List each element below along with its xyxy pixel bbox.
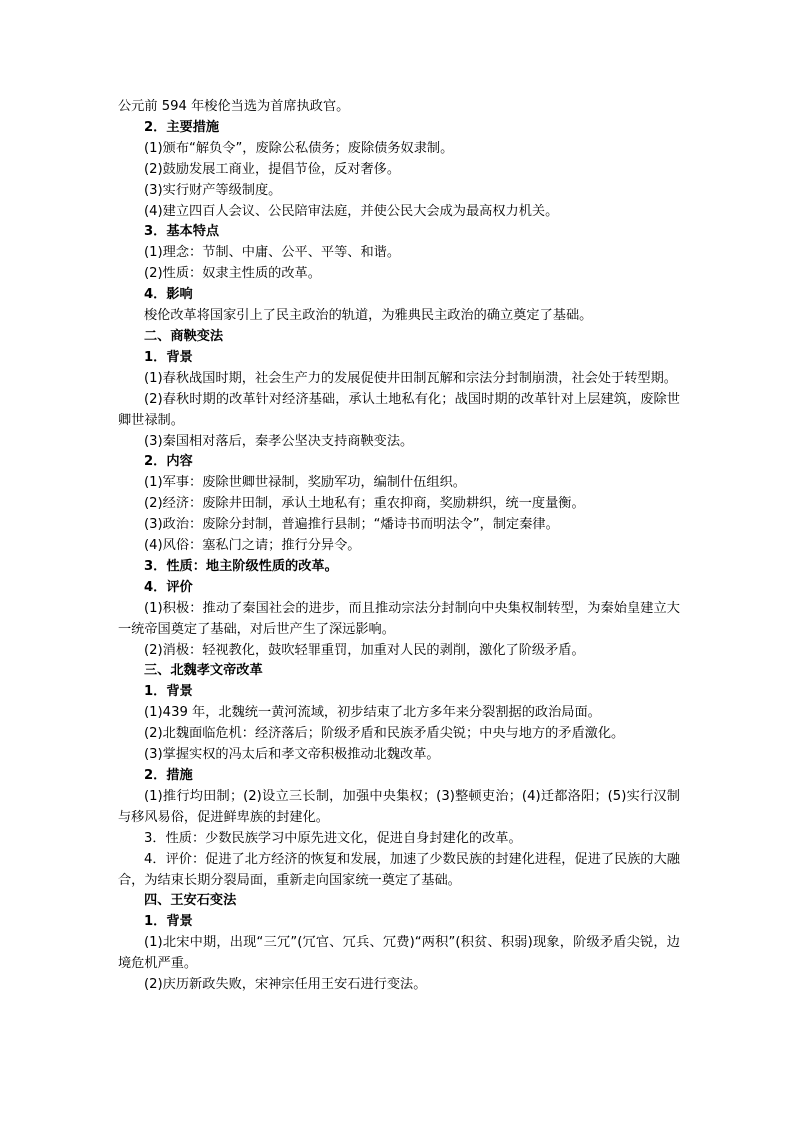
paragraph-measure-3: (3)实行财产等级制度。 xyxy=(144,182,282,198)
paragraph-measure-1: (1)颁布“解负令”，废除公私债务；废除债务奴隶制。 xyxy=(144,140,454,156)
paragraph-feature-1: (1)理念：节制、中庸、公平、平等、和谐。 xyxy=(144,245,401,261)
paragraph-measure-4: (4)建立四百人会议、公民陪审法庭，并使公民大会成为最高权力机关。 xyxy=(144,203,559,219)
paragraph-background-1: (1)春秋战国时期，社会生产力的发展促使井田制瓦解和宗法分封制崩溃，社会处于转型期。 xyxy=(144,370,677,386)
section-heading-xiaowen: 三、北魏孝文帝改革 xyxy=(144,663,263,679)
paragraph-xiaowen-measures: (1)推行均田制；(2)设立三长制，加强中央集权；(3)整顿吏治；(4)迁都洛阳；(5)实行汉制与移风易俗，促进鲜卑族的封建化。 xyxy=(118,788,680,825)
paragraph-measure-2: (2)鼓励发展工商业，提倡节俭，反对奢侈。 xyxy=(144,161,401,177)
paragraph-background-2: (2)春秋时期的改革针对经济基础，承认土地私有化；战国时期的改革针对上层建筑，废除世卿世禄制。 xyxy=(118,391,680,428)
paragraph-xiaowen-background-2: (2)北魏面临危机：经济落后；阶级矛盾和民族矛盾尖锐；中央与地方的矛盾激化。 xyxy=(144,726,625,742)
paragraph-background-3: (3)秦国相对落后，秦孝公坚决支持商鞅变法。 xyxy=(144,433,414,449)
heading-background-2: 1．背景 xyxy=(144,684,193,700)
heading-background-3: 1．背景 xyxy=(144,914,193,930)
heading-main-measures: 2．主要措施 xyxy=(144,119,220,135)
paragraph-wang-background-2: (2)庆历新政失败，宋神宗任用王安石进行变法。 xyxy=(144,977,427,993)
section-heading-wang-anshi: 四、王安石变法 xyxy=(144,893,237,909)
paragraph-content-3: (3)政治：废除分封制，普遍推行县制；“燔诗书而明法令”，制定秦律。 xyxy=(144,517,559,533)
paragraph-influence: 梭伦改革将国家引上了民主政治的轨道，为雅典民主政治的确立奠定了基础。 xyxy=(144,308,593,324)
paragraph-content-1: (1)军事：废除世卿世禄制，奖励军功，编制什伍组织。 xyxy=(144,475,466,491)
paragraph-xiaowen-background-1: (1)439 年，北魏统一黄河流域，初步结束了北方多年来分裂割据的政治局面。 xyxy=(144,705,601,721)
paragraph-content-2: (2)经济：废除井田制，承认土地私有；重农抑商，奖励耕织，统一度量衡。 xyxy=(144,496,585,512)
paragraph-content-4: (4)风俗：塞私门之请；推行分异令。 xyxy=(144,538,361,554)
heading-evaluation: 4．评价 xyxy=(144,579,193,595)
paragraph-xiaowen-nature: 3．性质：少数民族学习中原先进文化，促进自身封建化的改革。 xyxy=(144,830,522,846)
paragraph-solon-election: 公元前 594 年梭伦当选为首席执政官。 xyxy=(118,99,350,114)
heading-background: 1．背景 xyxy=(144,349,193,365)
paragraph-xiaowen-background-3: (3)掌握实权的冯太后和孝文帝积极推动北魏改革。 xyxy=(144,747,440,763)
paragraph-wang-background-1: (1)北宋中期，出现“三冗”(冗官、冗兵、冗费)“两积”(积贫、积弱)现象，阶级矛盾尖锐，边境危机严重。 xyxy=(118,935,680,972)
paragraph-evaluation-positive: (1)积极：推动了秦国社会的进步，而且推动宗法分封制向中央集权制转型，为秦始皇建立大一统帝国奠定了基础，对后世产生了深远影响。 xyxy=(118,600,680,637)
heading-measures-2: 2．措施 xyxy=(144,768,193,783)
paragraph-evaluation-negative: (2)消极：轻视教化，鼓吹轻罪重罚，加重对人民的剥削，激化了阶级矛盾。 xyxy=(144,642,585,658)
document-body xyxy=(118,97,680,996)
section-heading-shang-yang: 二、商鞅变法 xyxy=(144,328,224,344)
heading-basic-features: 3．基本特点 xyxy=(144,224,220,240)
paragraph-xiaowen-evaluation: 4．评价：促进了北方经济的恢复和发展，加速了少数民族的封建化进程，促进了民族的大融合，为结束长期分裂局面，重新走向国家统一奠定了基础。 xyxy=(118,851,680,888)
paragraph-feature-2: (2)性质：奴隶主性质的改革。 xyxy=(144,266,321,282)
heading-influence: 4．影响 xyxy=(144,287,193,303)
heading-content: 2．内容 xyxy=(144,454,193,470)
heading-nature: 3．性质：地主阶级性质的改革。 xyxy=(144,558,338,574)
